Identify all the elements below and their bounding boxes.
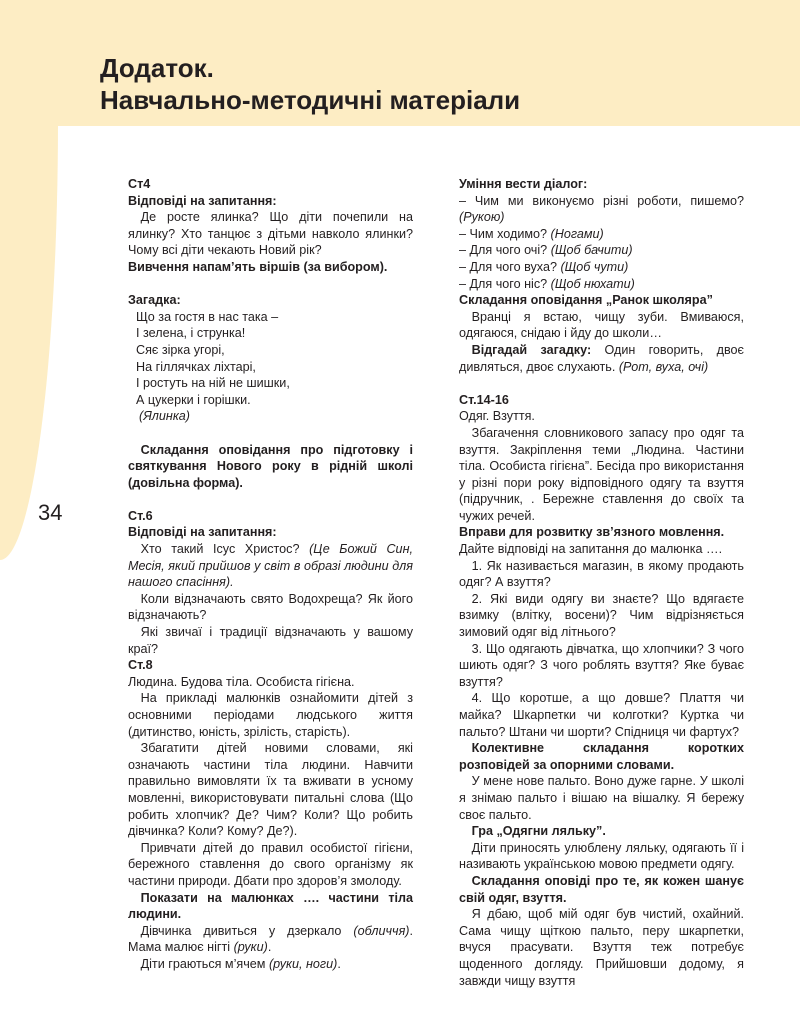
st6-question-2: Коли відзначають свято Водохреща? Як його відзначають?: [128, 591, 413, 623]
side-tab: [0, 120, 58, 560]
collective-heading: Колективне складання коротких розповідей за опорними словами.: [459, 741, 744, 772]
st6-question-3: Які звичаї і традиції відзначають у вашому краї?: [128, 625, 413, 656]
dialog-line-3: – Для чого очі? (Щоб бачити): [459, 243, 633, 258]
dialog-line-4: – Для чого вуха? (Щоб чути): [459, 259, 629, 274]
riddle-line: На гіллячках ліхтарі,: [136, 359, 256, 374]
riddle2: Відгадай загадку: Один говорить, двоє дивляться, двоє слухають. (Рот, вуха, очі): [459, 342, 744, 374]
section-st8: Ст.8: [128, 658, 153, 673]
riddle-line: Що за гостя в нас така –: [136, 309, 279, 324]
dialog-heading: Уміння вести діалог:: [459, 177, 588, 191]
riddle-line: І зелена, і струнка!: [136, 326, 246, 341]
st8-show-heading: Показати на малюнках …. частини тіла людини.: [128, 890, 413, 922]
riddle-heading: Загадка:: [128, 293, 181, 308]
st8-paragraph-1: На прикладі малюнків ознайомити дітей з основними періодами людського життя (дитинство, юність, зрілість, старість).: [128, 691, 413, 739]
riddle-line: Сяє зірка угорі,: [136, 342, 225, 357]
page-title-line-1: Додаток.: [100, 53, 214, 83]
left-column: [128, 176, 413, 973]
st8-topic: Людина. Будова тіла. Особиста гігієна.: [128, 674, 355, 689]
dialog-line-5: – Для чого ніс? (Щоб нюхати): [459, 276, 635, 291]
page-number: 34: [38, 500, 63, 525]
page-title-line-2: Навчально-методичні матеріали: [100, 85, 521, 115]
new-year-story-heading: Складання оповідання про підготовку і святкування Нового року в рідній школі (довільна форма).: [128, 442, 413, 490]
morning-text: Вранці я встаю, чищу зуби. Вмиваюся, одягаюся, снідаю і йду до школи…: [459, 309, 744, 341]
riddle-poem: [136, 309, 413, 425]
riddle-line: А цукерки і горішки.: [136, 392, 251, 407]
dialog-line-2: – Чим ходимо? (Ногами): [459, 226, 604, 241]
riddle-answer: (Ялинка): [139, 409, 190, 424]
st8-paragraph-2: Збагатити дітей новими словами, які означають частини тіла людини. Навчити правильно вимовляти їх та вживати в усному мовленні, використовувати питальні слова (Що робить хлопчик? Де? Чим? Коли? Що робить дівчинка? Коли? Кому? Де?).: [128, 741, 413, 839]
section-st14: Ст.14-16: [459, 392, 509, 407]
exercises-heading: Вправи для розвитку зв’язного мовлення.: [459, 525, 725, 540]
exercises-intro: Дайте відповіді на запитання до малюнка ….: [459, 542, 723, 557]
section-st4: Ст4: [128, 177, 151, 191]
poems-heading: Вивчення напам’ять віршів (за вибором).: [128, 259, 388, 274]
question-3: 3. Що одягають дівчатка, що хлопчики? З чого шиють одяг? З чого роблять взуття? Яке буває взуття?: [459, 641, 744, 689]
st14-paragraph: Збагачення словникового запасу про одяг та взуття. Закріплення теми „Людина. Частини тіла. Особиста гігієна”. Бесіда про використання у різні пори року відповідного одягу та взуття (підручник, . Бережне ставлення до своїх та чужих речей.: [459, 425, 744, 523]
riddle-line: І ростуть на ній не шишки,: [136, 376, 290, 391]
dialog-line-1: – Чим ми виконуємо різні роботи, пишемо? (Рукою): [459, 193, 744, 225]
st8-girl-sentence: Дівчинка дивиться у дзеркало (обличчя). Мама малює нігті (руки).: [128, 923, 413, 955]
st14-topic: Одяг. Взуття.: [459, 409, 535, 424]
question-2: 2. Які види одягу ви знаєте? Що вдягаєте взимку (влітку, восени)? Чим відрізняється зимовий одяг від літнього?: [459, 591, 744, 640]
question-1: 1. Як називається магазин, в якому продають одяг? А взуття?: [459, 558, 744, 590]
page-title: [100, 52, 520, 116]
game-text: Діти приносять улюблену ляльку, одягають її і називають українською мовою предмети одягу.: [459, 840, 744, 872]
st4-questions: Де росте ялинка? Що діти почепили на ялинку? Хто танцює з дітьми навколо ялинки? Чому всі діти чекають Новий рік?: [128, 210, 413, 258]
section-st6: Ст.6: [128, 508, 153, 523]
game-heading: Гра „Одягни ляльку”.: [471, 824, 606, 839]
morning-heading: Складання оповідання „Ранок школяра”: [459, 293, 713, 308]
collective-text: У мене нове пальто. Воно дуже гарне. У школі я знімаю пальто і вішаю на вішалку. Я бережу своє пальто.: [459, 774, 744, 822]
care-heading: Складання оповіді про те, як кожен шанує свій одяг, взуття.: [459, 873, 744, 905]
st6-question-1: Хто такий Ісус Христос? (Це Божий Син, Месія, який прийшов у світ в образі людини для нашого спасіння).: [128, 542, 413, 590]
right-column: [459, 176, 744, 989]
question-4: 4. Що коротше, а що довше? Плаття чи майка? Шкарпетки чи колготки? Куртка чи пальто? Штани чи шорти? Спідниця чи фартух?: [459, 691, 744, 739]
st8-kids-sentence: Діти граються м’ячем (руки, ноги).: [140, 956, 341, 971]
st8-paragraph-3: Привчати дітей до правил особистої гігієни, бережного ставлення до свого організму як частини природи. Дбати про здоров’я змолоду.: [128, 840, 413, 888]
st6-heading: Відповіді на запитання:: [128, 525, 277, 540]
st6-answer-1: (Це Божий Син, Месія, який прийшов у світ в образі людини для нашого спасіння).: [128, 542, 413, 590]
st4-heading: Відповіді на запитання:: [128, 193, 277, 208]
care-text: Я дбаю, щоб мій одяг був чистий, охайний. Сама чищу щіткою пальто, перу шкарпетки, вчуся прасувати. Взуття теж потребує щоденного догляду. Прийшовши додому, я завжди чищу взуття: [459, 907, 744, 988]
